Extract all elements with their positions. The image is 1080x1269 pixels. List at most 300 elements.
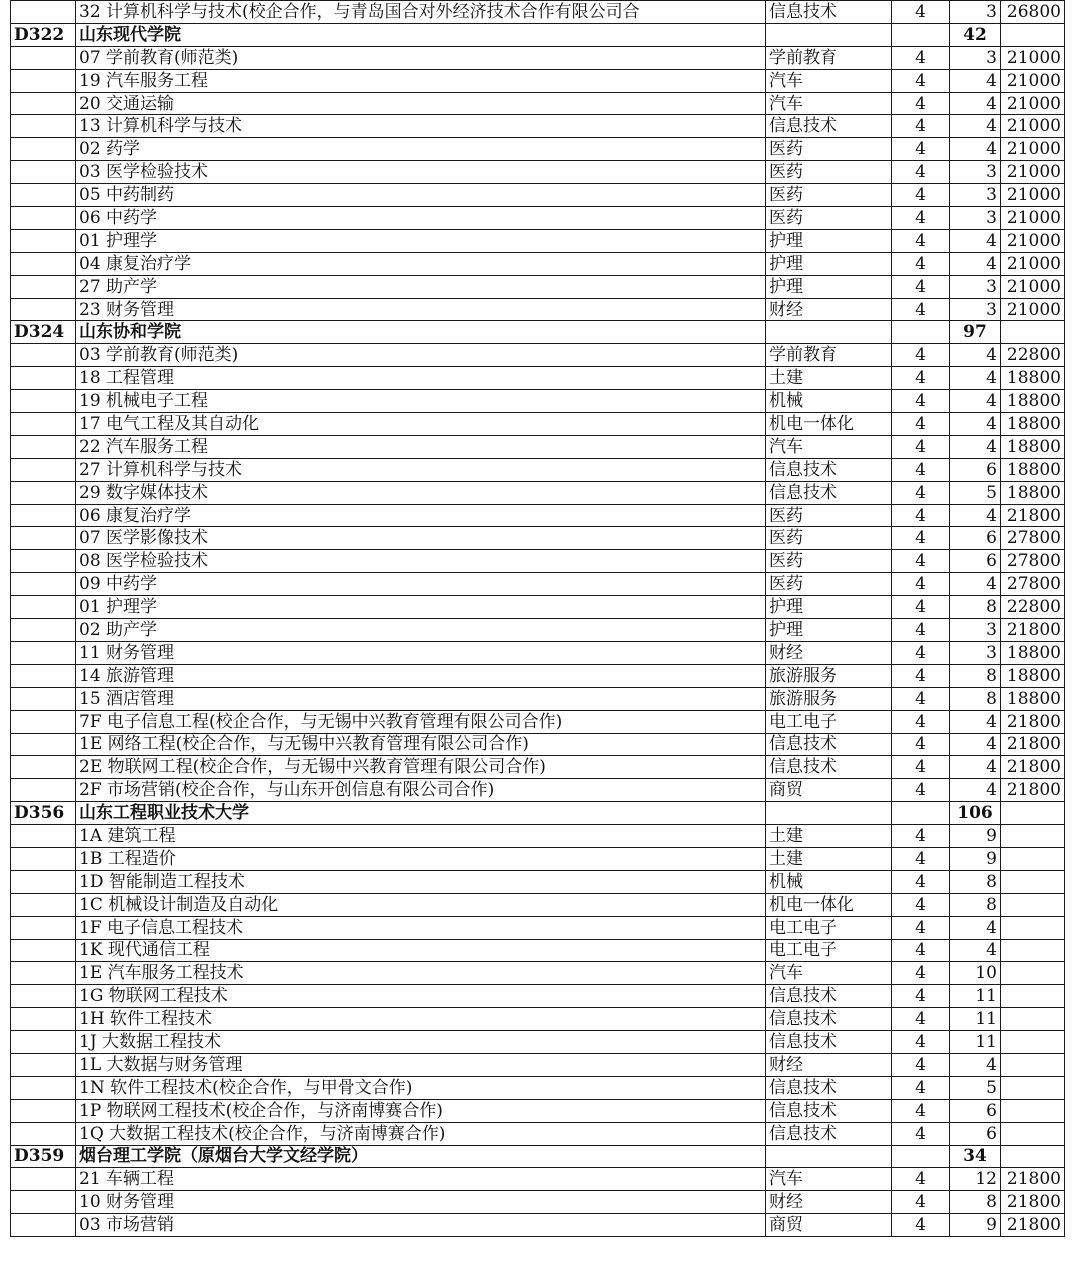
major-years: 4	[892, 1214, 950, 1237]
major-name: 07 学前教育(师范类)	[76, 46, 766, 69]
major-code-cell	[11, 916, 76, 939]
major-code-cell	[11, 1168, 76, 1191]
major-years: 4	[892, 207, 950, 230]
major-name: 17 电气工程及其自动化	[76, 413, 766, 436]
school-name: 山东现代学院	[76, 23, 766, 46]
major-row	[11, 184, 1065, 207]
school-code: D359	[11, 1145, 76, 1168]
major-count: 3	[950, 184, 1001, 207]
major-count: 4	[950, 92, 1001, 115]
major-code-cell	[11, 1031, 76, 1054]
major-name: 02 助产学	[76, 619, 766, 642]
major-row	[11, 275, 1065, 298]
major-category: 汽车	[766, 1168, 892, 1191]
major-code-cell	[11, 92, 76, 115]
major-category: 学前教育	[766, 344, 892, 367]
major-category: 医药	[766, 138, 892, 161]
major-fee: 18800	[1001, 458, 1065, 481]
major-code-cell	[11, 367, 76, 390]
school-years	[892, 321, 950, 344]
major-code-cell	[11, 252, 76, 275]
school-fee	[1001, 802, 1065, 825]
major-category: 护理	[766, 252, 892, 275]
major-row	[11, 481, 1065, 504]
school-row	[11, 321, 1065, 344]
major-category: 信息技术	[766, 1122, 892, 1145]
major-fee	[1001, 939, 1065, 962]
major-code-cell	[11, 1076, 76, 1099]
major-years: 4	[892, 138, 950, 161]
major-fee	[1001, 1053, 1065, 1076]
major-count: 9	[950, 1214, 1001, 1237]
major-years: 4	[892, 527, 950, 550]
major-fee: 18800	[1001, 641, 1065, 664]
major-row	[11, 573, 1065, 596]
major-code-cell	[11, 596, 76, 619]
major-category: 医药	[766, 207, 892, 230]
major-category: 信息技术	[766, 1, 892, 24]
major-code-cell	[11, 1191, 76, 1214]
major-name: 01 护理学	[76, 596, 766, 619]
major-code-cell	[11, 275, 76, 298]
major-row	[11, 504, 1065, 527]
major-name: 1B 工程造价	[76, 847, 766, 870]
major-row	[11, 161, 1065, 184]
major-name: 1K 现代通信工程	[76, 939, 766, 962]
major-name: 09 中药学	[76, 573, 766, 596]
major-category: 汽车	[766, 962, 892, 985]
major-years: 4	[892, 390, 950, 413]
major-row	[11, 435, 1065, 458]
major-years: 4	[892, 756, 950, 779]
major-name: 29 数字媒体技术	[76, 481, 766, 504]
major-row	[11, 893, 1065, 916]
major-row	[11, 962, 1065, 985]
major-count: 8	[950, 1191, 1001, 1214]
major-fee: 21000	[1001, 252, 1065, 275]
major-code-cell	[11, 1008, 76, 1031]
major-name: 2E 物联网工程(校企合作，与无锡中兴教育管理有限公司合作)	[76, 756, 766, 779]
major-name: 08 医学检验技术	[76, 550, 766, 573]
major-count: 8	[950, 870, 1001, 893]
major-name: 1P 物联网工程技术(校企合作，与济南博赛合作)	[76, 1099, 766, 1122]
major-count: 8	[950, 664, 1001, 687]
major-category: 汽车	[766, 69, 892, 92]
major-row	[11, 46, 1065, 69]
major-code-cell	[11, 870, 76, 893]
major-fee: 21000	[1001, 275, 1065, 298]
major-count: 4	[950, 344, 1001, 367]
major-count: 8	[950, 893, 1001, 916]
major-fee	[1001, 825, 1065, 848]
major-name: 22 汽车服务工程	[76, 435, 766, 458]
major-row	[11, 916, 1065, 939]
major-category: 电工电子	[766, 710, 892, 733]
major-count: 3	[950, 298, 1001, 321]
major-row	[11, 596, 1065, 619]
major-row	[11, 1076, 1065, 1099]
major-count: 4	[950, 710, 1001, 733]
major-count: 4	[950, 779, 1001, 802]
major-category: 护理	[766, 596, 892, 619]
major-fee	[1001, 1122, 1065, 1145]
major-category: 土建	[766, 367, 892, 390]
major-name: 06 康复治疗学	[76, 504, 766, 527]
major-count: 8	[950, 687, 1001, 710]
major-fee: 21800	[1001, 619, 1065, 642]
major-fee: 22800	[1001, 344, 1065, 367]
major-fee: 18800	[1001, 435, 1065, 458]
major-row	[11, 115, 1065, 138]
major-count: 4	[950, 504, 1001, 527]
major-years: 4	[892, 413, 950, 436]
major-name: 01 护理学	[76, 229, 766, 252]
major-fee: 21800	[1001, 710, 1065, 733]
major-name: 15 酒店管理	[76, 687, 766, 710]
major-name: 1E 汽车服务工程技术	[76, 962, 766, 985]
major-row	[11, 733, 1065, 756]
major-years: 4	[892, 710, 950, 733]
major-category: 电工电子	[766, 939, 892, 962]
major-years: 4	[892, 596, 950, 619]
major-category: 信息技术	[766, 985, 892, 1008]
major-code-cell	[11, 69, 76, 92]
major-years: 4	[892, 229, 950, 252]
major-row	[11, 825, 1065, 848]
major-code-cell	[11, 893, 76, 916]
major-count: 4	[950, 367, 1001, 390]
major-count: 4	[950, 435, 1001, 458]
major-years: 4	[892, 275, 950, 298]
major-count: 4	[950, 1053, 1001, 1076]
major-fee: 26800	[1001, 1, 1065, 24]
major-name: 06 中药学	[76, 207, 766, 230]
major-fee: 27800	[1001, 550, 1065, 573]
major-fee: 21000	[1001, 46, 1065, 69]
major-code-cell	[11, 390, 76, 413]
major-code-cell	[11, 527, 76, 550]
major-code-cell	[11, 1099, 76, 1122]
major-category: 医药	[766, 573, 892, 596]
major-years: 4	[892, 115, 950, 138]
major-fee: 21000	[1001, 298, 1065, 321]
major-category: 医药	[766, 550, 892, 573]
major-years: 4	[892, 893, 950, 916]
major-fee	[1001, 1008, 1065, 1031]
major-count: 3	[950, 619, 1001, 642]
major-fee: 21800	[1001, 779, 1065, 802]
major-code-cell	[11, 985, 76, 1008]
major-category: 机电一体化	[766, 893, 892, 916]
major-name: 07 医学影像技术	[76, 527, 766, 550]
school-name: 山东协和学院	[76, 321, 766, 344]
major-fee: 18800	[1001, 664, 1065, 687]
school-category	[766, 23, 892, 46]
major-years: 4	[892, 458, 950, 481]
major-fee	[1001, 985, 1065, 1008]
school-total: 106	[950, 802, 1001, 825]
major-category: 商贸	[766, 779, 892, 802]
major-years: 4	[892, 344, 950, 367]
major-category: 医药	[766, 527, 892, 550]
major-name: 1Q 大数据工程技术(校企合作，与济南博赛合作)	[76, 1122, 766, 1145]
major-count: 5	[950, 1076, 1001, 1099]
major-fee: 27800	[1001, 573, 1065, 596]
major-count: 6	[950, 458, 1001, 481]
major-years: 4	[892, 825, 950, 848]
school-code: D322	[11, 23, 76, 46]
major-row	[11, 847, 1065, 870]
major-fee: 21800	[1001, 756, 1065, 779]
major-category: 财经	[766, 298, 892, 321]
major-count: 5	[950, 481, 1001, 504]
major-name: 1F 电子信息工程技术	[76, 916, 766, 939]
major-count: 4	[950, 916, 1001, 939]
major-row	[11, 664, 1065, 687]
major-years: 4	[892, 939, 950, 962]
major-name: 1E 网络工程(校企合作，与无锡中兴教育管理有限公司合作)	[76, 733, 766, 756]
major-category: 信息技术	[766, 458, 892, 481]
major-count: 9	[950, 847, 1001, 870]
major-category: 财经	[766, 641, 892, 664]
major-count: 6	[950, 1122, 1001, 1145]
major-category: 医药	[766, 504, 892, 527]
major-code-cell	[11, 619, 76, 642]
major-name: 1D 智能制造工程技术	[76, 870, 766, 893]
major-code-cell	[11, 710, 76, 733]
major-code-cell	[11, 298, 76, 321]
major-code-cell	[11, 1, 76, 24]
major-code-cell	[11, 458, 76, 481]
major-count: 4	[950, 390, 1001, 413]
major-fee: 21800	[1001, 504, 1065, 527]
major-name: 1A 建筑工程	[76, 825, 766, 848]
major-years: 4	[892, 847, 950, 870]
major-code-cell	[11, 779, 76, 802]
major-years: 4	[892, 46, 950, 69]
major-fee: 22800	[1001, 596, 1065, 619]
major-name: 02 药学	[76, 138, 766, 161]
major-name: 18 工程管理	[76, 367, 766, 390]
major-category: 信息技术	[766, 1099, 892, 1122]
major-code-cell	[11, 664, 76, 687]
major-name: 04 康复治疗学	[76, 252, 766, 275]
major-count: 4	[950, 573, 1001, 596]
major-name: 1G 物联网工程技术	[76, 985, 766, 1008]
major-count: 8	[950, 596, 1001, 619]
major-fee: 21800	[1001, 733, 1065, 756]
school-fee	[1001, 1145, 1065, 1168]
major-years: 4	[892, 1031, 950, 1054]
major-years: 4	[892, 779, 950, 802]
major-fee	[1001, 870, 1065, 893]
major-count: 6	[950, 527, 1001, 550]
major-fee: 21800	[1001, 1191, 1065, 1214]
major-years: 4	[892, 1053, 950, 1076]
major-fee	[1001, 1099, 1065, 1122]
school-name: 烟台理工学院（原烟台大学文经学院）	[76, 1145, 766, 1168]
major-category: 信息技术	[766, 1008, 892, 1031]
major-category: 信息技术	[766, 733, 892, 756]
major-row	[11, 344, 1065, 367]
major-years: 4	[892, 504, 950, 527]
major-row	[11, 138, 1065, 161]
major-years: 4	[892, 1099, 950, 1122]
major-years: 4	[892, 962, 950, 985]
school-name: 山东工程职业技术大学	[76, 802, 766, 825]
major-code-cell	[11, 161, 76, 184]
major-row	[11, 1, 1065, 24]
major-name: 1N 软件工程技术(校企合作，与甲骨文合作)	[76, 1076, 766, 1099]
major-years: 4	[892, 161, 950, 184]
major-row	[11, 229, 1065, 252]
school-years	[892, 23, 950, 46]
major-code-cell	[11, 825, 76, 848]
school-code: D324	[11, 321, 76, 344]
major-row	[11, 527, 1065, 550]
major-code-cell	[11, 115, 76, 138]
major-name: 03 市场营销	[76, 1214, 766, 1237]
major-name: 2F 市场营销(校企合作，与山东开创信息有限公司合作)	[76, 779, 766, 802]
major-fee	[1001, 893, 1065, 916]
major-fee: 21000	[1001, 69, 1065, 92]
major-category: 信息技术	[766, 1076, 892, 1099]
major-years: 4	[892, 916, 950, 939]
major-category: 机械	[766, 870, 892, 893]
major-category: 机械	[766, 390, 892, 413]
major-row	[11, 710, 1065, 733]
major-category: 商贸	[766, 1214, 892, 1237]
major-code-cell	[11, 344, 76, 367]
major-code-cell	[11, 573, 76, 596]
major-name: 11 财务管理	[76, 641, 766, 664]
major-category: 医药	[766, 161, 892, 184]
major-row	[11, 779, 1065, 802]
major-years: 4	[892, 481, 950, 504]
major-count: 4	[950, 733, 1001, 756]
major-name: 27 助产学	[76, 275, 766, 298]
major-fee: 21800	[1001, 1214, 1065, 1237]
major-count: 6	[950, 1099, 1001, 1122]
major-name: 05 中药制药	[76, 184, 766, 207]
major-years: 4	[892, 573, 950, 596]
major-code-cell	[11, 1122, 76, 1145]
major-name: 7F 电子信息工程(校企合作，与无锡中兴教育管理有限公司合作)	[76, 710, 766, 733]
school-category	[766, 321, 892, 344]
major-row	[11, 870, 1065, 893]
major-category: 旅游服务	[766, 664, 892, 687]
major-count: 3	[950, 207, 1001, 230]
major-count: 3	[950, 161, 1001, 184]
major-row	[11, 1191, 1065, 1214]
major-fee	[1001, 1076, 1065, 1099]
major-row	[11, 458, 1065, 481]
school-category	[766, 802, 892, 825]
major-category: 机电一体化	[766, 413, 892, 436]
major-category: 护理	[766, 229, 892, 252]
major-row	[11, 1031, 1065, 1054]
major-name: 21 车辆工程	[76, 1168, 766, 1191]
major-row	[11, 390, 1065, 413]
major-code-cell	[11, 184, 76, 207]
major-fee: 18800	[1001, 390, 1065, 413]
major-years: 4	[892, 184, 950, 207]
major-code-cell	[11, 481, 76, 504]
major-count: 3	[950, 641, 1001, 664]
major-years: 4	[892, 1191, 950, 1214]
major-category: 学前教育	[766, 46, 892, 69]
major-row	[11, 1168, 1065, 1191]
school-row	[11, 1145, 1065, 1168]
major-fee: 21000	[1001, 207, 1065, 230]
major-name: 19 机械电子工程	[76, 390, 766, 413]
major-name: 1J 大数据工程技术	[76, 1031, 766, 1054]
major-years: 4	[892, 664, 950, 687]
school-category	[766, 1145, 892, 1168]
school-total: 97	[950, 321, 1001, 344]
major-category: 旅游服务	[766, 687, 892, 710]
major-years: 4	[892, 1076, 950, 1099]
major-code-cell	[11, 413, 76, 436]
major-code-cell	[11, 435, 76, 458]
major-years: 4	[892, 1, 950, 24]
major-years: 4	[892, 550, 950, 573]
major-row	[11, 1122, 1065, 1145]
school-fee	[1001, 23, 1065, 46]
major-count: 3	[950, 275, 1001, 298]
major-name: 32 计算机科学与技术(校企合作，与青岛国合对外经济技术合作有限公司合	[76, 1, 766, 24]
major-count: 4	[950, 939, 1001, 962]
major-code-cell	[11, 207, 76, 230]
major-row	[11, 367, 1065, 390]
major-years: 4	[892, 1008, 950, 1031]
major-row	[11, 1053, 1065, 1076]
major-row	[11, 1214, 1065, 1237]
major-row	[11, 939, 1065, 962]
major-category: 护理	[766, 275, 892, 298]
major-name: 03 学前教育(师范类)	[76, 344, 766, 367]
major-name: 13 计算机科学与技术	[76, 115, 766, 138]
major-years: 4	[892, 69, 950, 92]
major-category: 医药	[766, 184, 892, 207]
table-body	[11, 1, 1065, 1237]
major-row	[11, 413, 1065, 436]
major-row	[11, 1099, 1065, 1122]
major-years: 4	[892, 252, 950, 275]
major-years: 4	[892, 367, 950, 390]
major-name: 14 旅游管理	[76, 664, 766, 687]
major-name: 1L 大数据与财务管理	[76, 1053, 766, 1076]
major-years: 4	[892, 619, 950, 642]
major-code-cell	[11, 756, 76, 779]
major-row	[11, 252, 1065, 275]
major-fee	[1001, 1031, 1065, 1054]
major-code-cell	[11, 687, 76, 710]
major-row	[11, 69, 1065, 92]
major-category: 信息技术	[766, 115, 892, 138]
major-code-cell	[11, 847, 76, 870]
major-count: 4	[950, 756, 1001, 779]
major-code-cell	[11, 641, 76, 664]
major-fee: 21800	[1001, 1168, 1065, 1191]
major-count: 9	[950, 825, 1001, 848]
major-count: 6	[950, 550, 1001, 573]
major-count: 11	[950, 985, 1001, 1008]
major-count: 4	[950, 252, 1001, 275]
major-fee	[1001, 847, 1065, 870]
major-count: 12	[950, 1168, 1001, 1191]
major-category: 电工电子	[766, 916, 892, 939]
